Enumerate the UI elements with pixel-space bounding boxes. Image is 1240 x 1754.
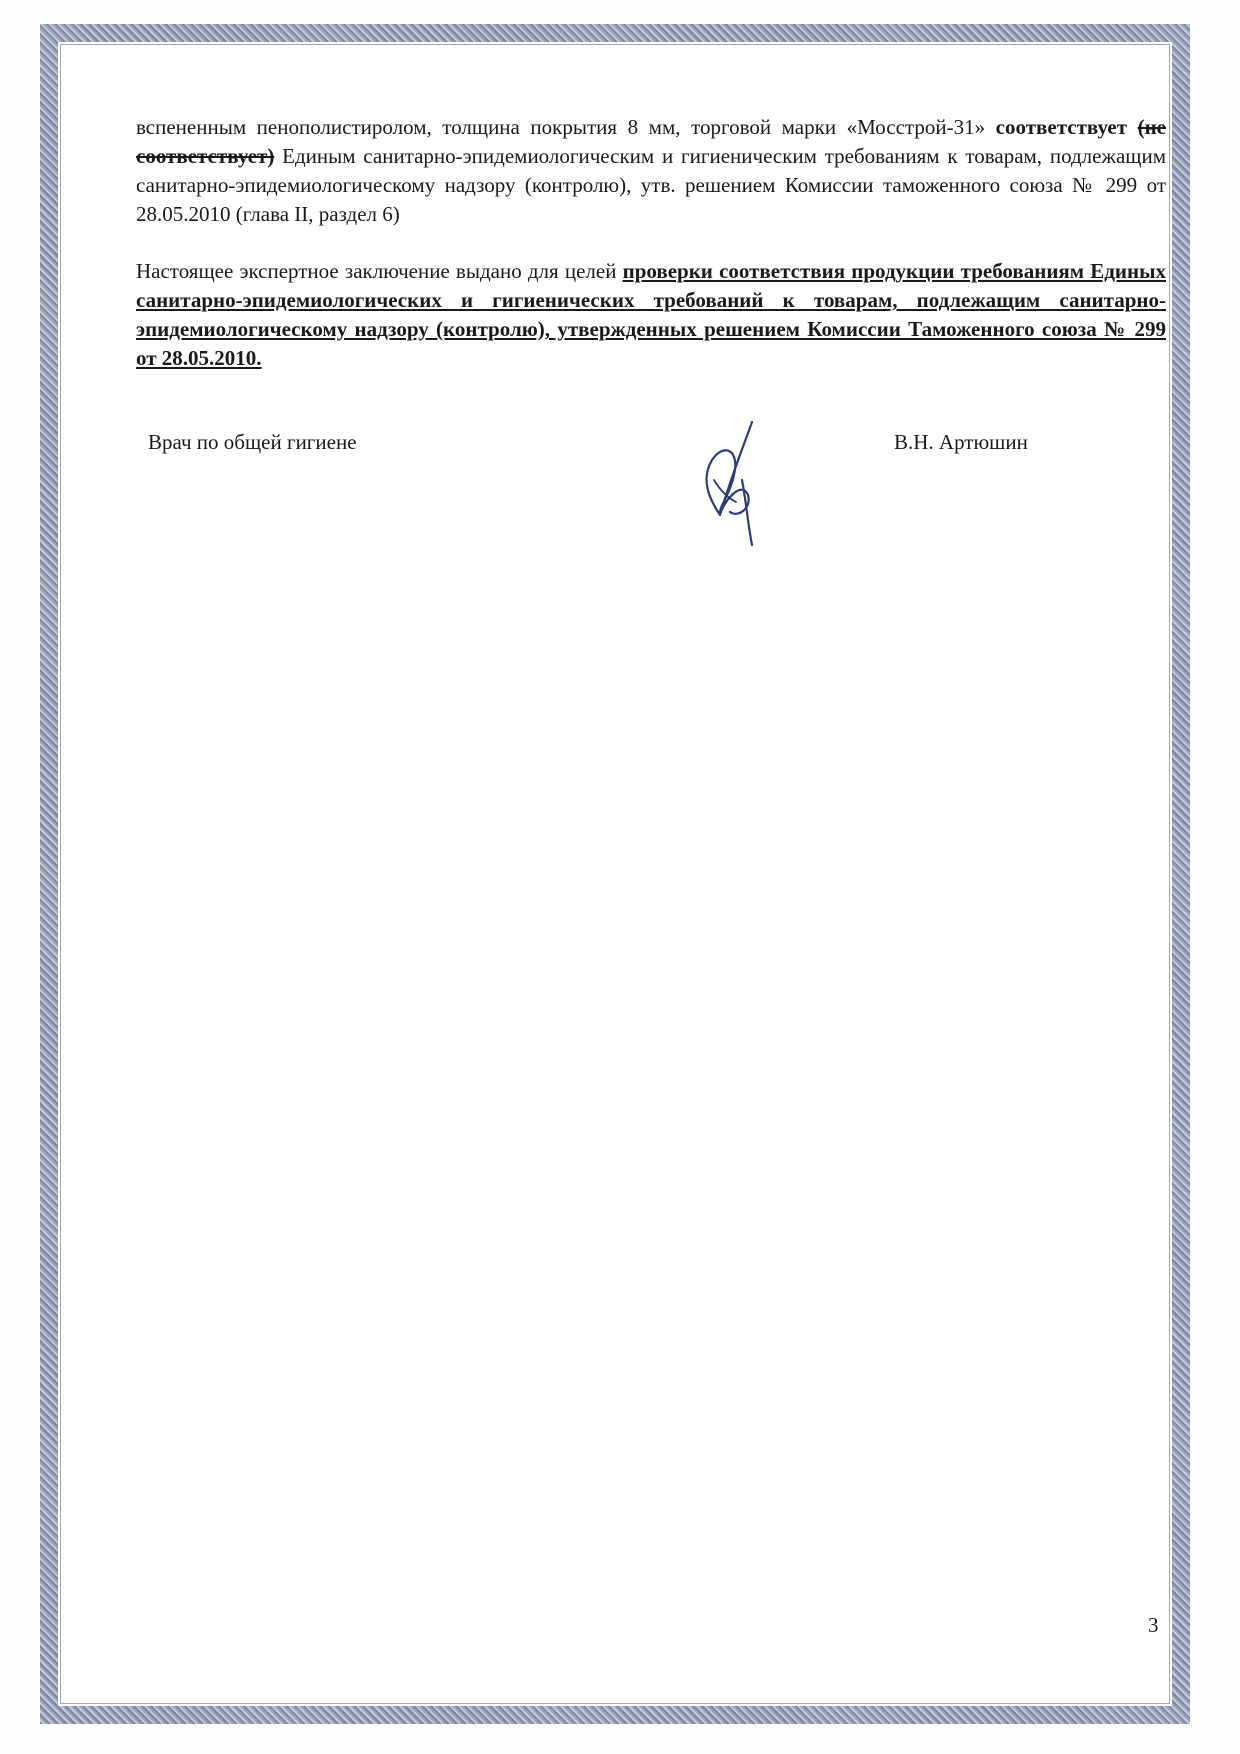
document-body <box>136 113 1166 373</box>
handwritten-signature <box>690 420 780 550</box>
conformity-status: соответствует <box>995 115 1128 139</box>
purpose-text-start: Настоящее экспертное заключение выдано для целей <box>136 259 623 283</box>
signatory-name: В.Н. Артюшин <box>894 430 1028 454</box>
purpose-underlined: проверки соответствия продукции требованиям Единых санитарно-эпидемиологических и гигиенических требований к товарам, подлежащим санитарно-эпидемиологическому надзору (контролю), утвержденных решением Комиссии Таможенного союза № 299 от 28.05.2010. <box>136 259 1166 370</box>
page-number: 3 <box>1148 1613 1159 1637</box>
signatory-role: Врач по общей гигиене <box>148 430 357 454</box>
conclusion-paragraph <box>136 113 1166 229</box>
struck-nonconformity: (не соответствует) <box>136 115 1167 168</box>
paragraph1-text-start: вспененным пенополистиролом, толщина покрытия 8 мм, торговой марки «Мосстрой-31» <box>136 115 996 139</box>
purpose-paragraph <box>136 257 1166 373</box>
paragraph1-text-end: Единым санитарно-эпидемиологическим и гигиеническим требованиям к товарам, подлежащим санитарно-эпидемиологическому надзору (контролю), утв. решением Комиссии таможенного союза № 299 от 28.05.2010 (глава II, раздел 6) <box>136 144 1166 226</box>
signature-row <box>136 430 1166 550</box>
